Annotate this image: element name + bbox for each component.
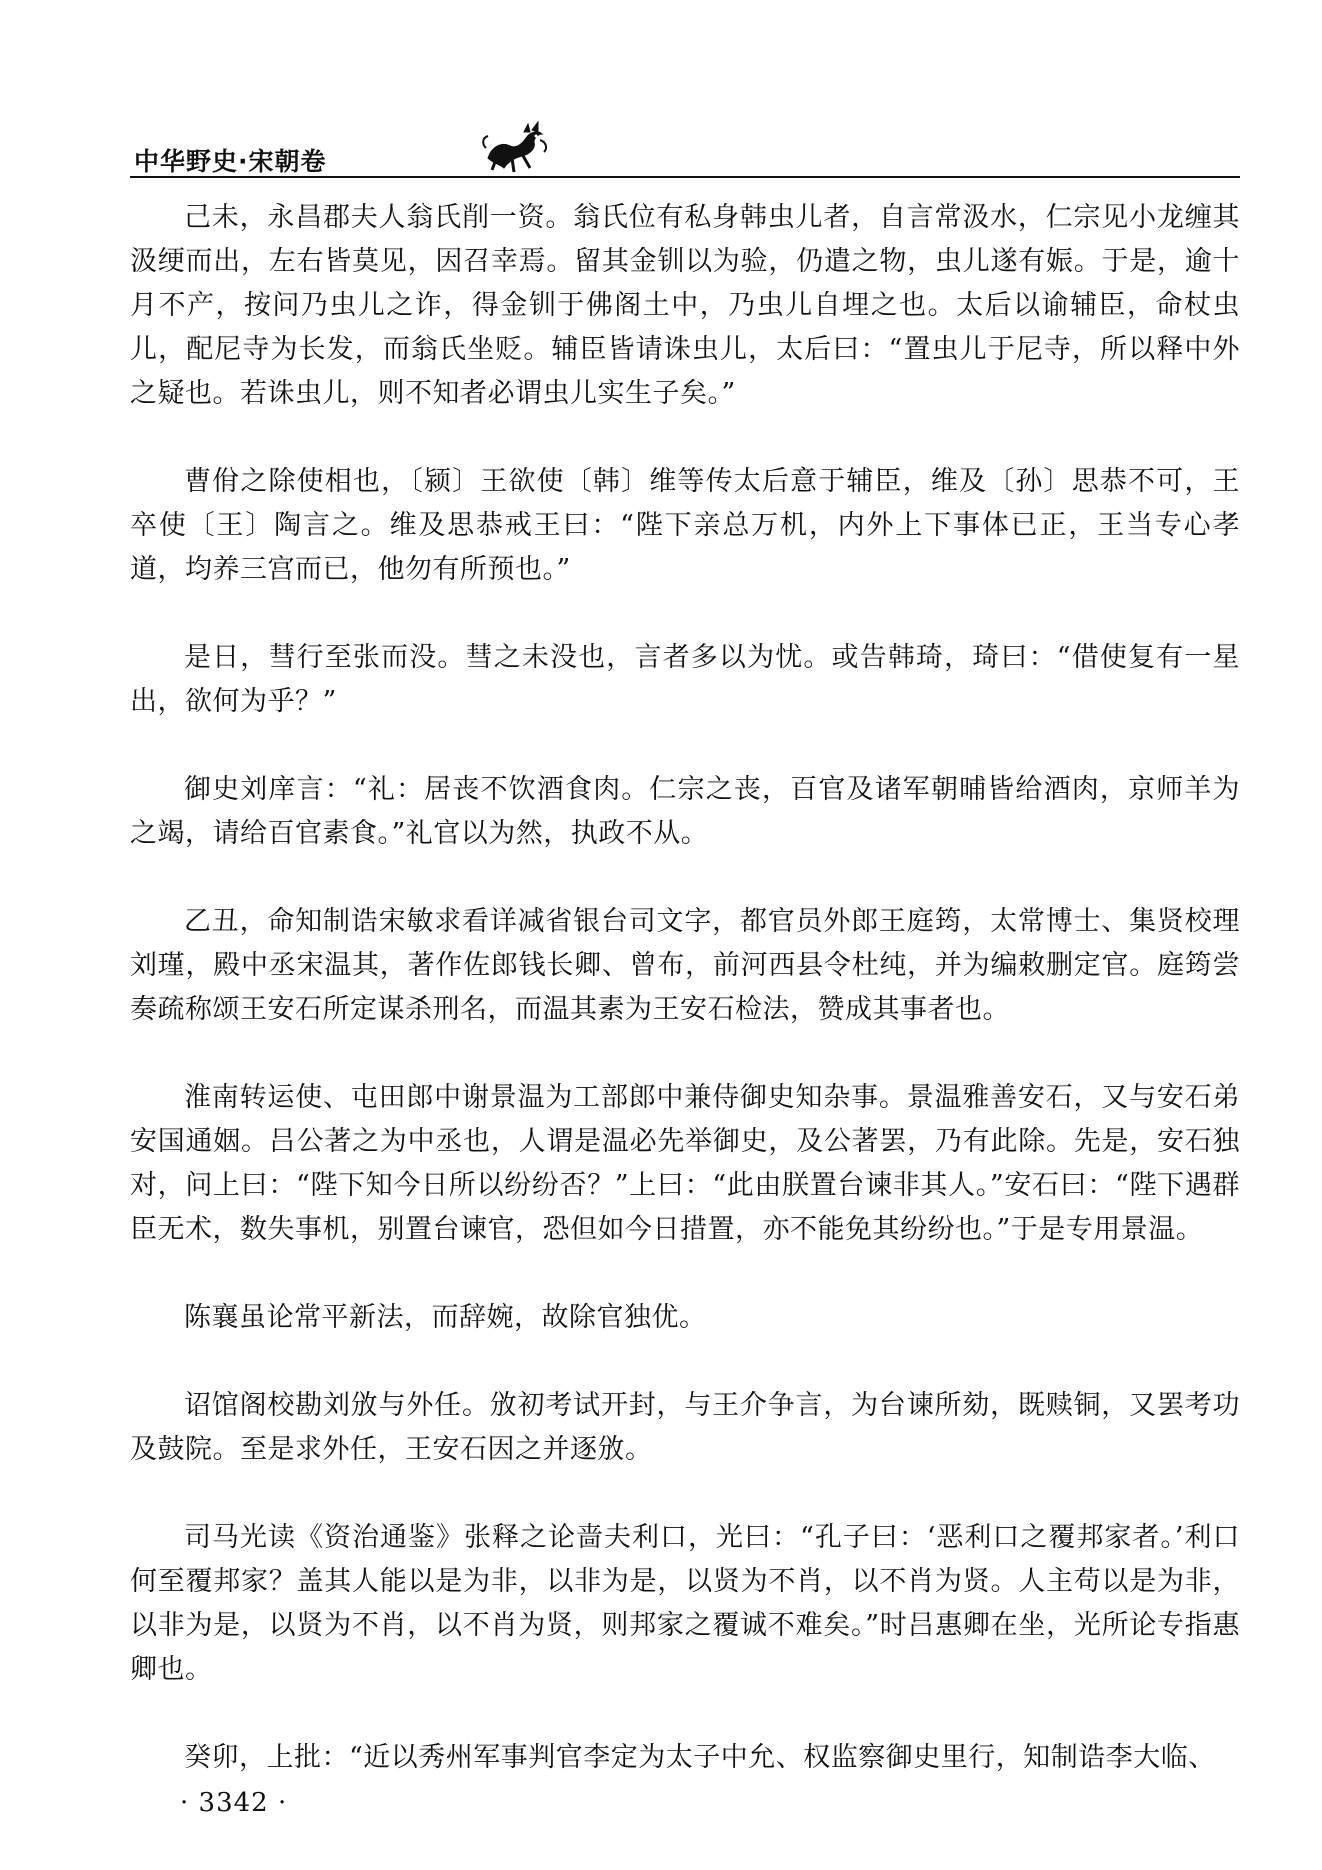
- body-text: [130, 196, 1240, 1780]
- paragraph: 癸卯，上批：“近以秀州军事判官李定为太子中允、权监察御史里行，知制诰李大临、: [184, 1742, 1216, 1773]
- paragraph: 陈襄虽论常平新法，而辞婉，故除官独优。: [184, 1302, 707, 1333]
- header-divider: [130, 176, 1240, 178]
- paragraph: 曹佾之除使相也，〔颍〕王欲使〔韩〕维等传太后意于辅臣，维及〔孙〕思恭不可，王卒使〔王〕陶言之。维及思恭戒王曰：“陛下亲总万机，内外上下事体已正，王当专心孝道，均养三宫而已，他勿有所预也。”: [130, 466, 1240, 585]
- paragraph: 诏馆阁校勘刘攽与外任。攽初考试开封，与王介争言，为台谏所劾，既赎铜，又罢考功及鼓院。至是求外任，王安石因之并逐攽。: [130, 1390, 1240, 1465]
- dragon-emblem-icon: [478, 118, 552, 174]
- page-number: · 3342 ·: [180, 1788, 288, 1818]
- book-title: 中华野史·宋朝卷: [134, 147, 327, 176]
- paragraph: 是日，彗行至张而没。彗之未没也，言者多以为忧。或告韩琦，琦曰：“借使复有一星出，欲何为乎？”: [130, 642, 1240, 717]
- paragraph: 己未，永昌郡夫人翁氏削一资。翁氏位有私身韩虫儿者，自言常汲水，仁宗见小龙缠其汲绠而出，左右皆莫见，因召幸焉。留其金钏以为验，仍遣之物，虫儿遂有娠。于是，逾十月不产，按问乃虫儿之诈，得金钏于佛阁土中，乃虫儿自埋之也。太后以谕辅臣，命杖虫儿，配尼寺为长发，而翁氏坐贬。辅臣皆请诛虫儿，太后曰：“置虫儿于尼寺，所以释中外之疑也。若诛虫儿，则不知者必谓虫儿实生子矣。”: [130, 202, 1240, 409]
- paragraph: 乙丑，命知制诰宋敏求看详减省银台司文字，都官员外郎王庭筠，太常博士、集贤校理刘瑾，殿中丞宋温其，著作佐郎钱长卿、曾布，前河西县令杜纯，并为编敕删定官。庭筠尝奏疏称颂王安石所定谋杀刑名，而温其素为王安石检法，赞成其事者也。: [130, 906, 1240, 1025]
- running-header: [130, 118, 1240, 180]
- paragraph: 司马光读《资治通鉴》张释之论啬夫利口，光曰：“孔子曰：‘恶利口之覆邦家者。’利口何至覆邦家？盖其人能以是为非，以非为是，以贤为不肖，以不肖为贤。人主苟以是为非，以非为是，以贤为不肖，以不肖为贤，则邦家之覆诚不难矣。”时吕惠卿在坐，光所论专指惠卿也。: [130, 1522, 1240, 1685]
- paragraph: 淮南转运使、屯田郎中谢景温为工部郎中兼侍御史知杂事。景温雅善安石，又与安石弟安国通姻。吕公著之为中丞也，人谓是温必先举御史，及公著罢，乃有此除。先是，安石独对，问上曰：“陛下知今日所以纷纷否？”上曰：“此由朕置台谏非其人。”安石曰：“陛下遇群臣无术，数失事机，别置台谏官，恐但如今日措置，亦不能免其纷纷也。”于是专用景温。: [130, 1082, 1240, 1245]
- paragraph: 御史刘庠言：“礼：居丧不饮酒食肉。仁宗之丧，百官及诸军朝晡皆给酒肉，京师羊为之竭，请给百官素食。”礼官以为然，执政不从。: [130, 774, 1240, 849]
